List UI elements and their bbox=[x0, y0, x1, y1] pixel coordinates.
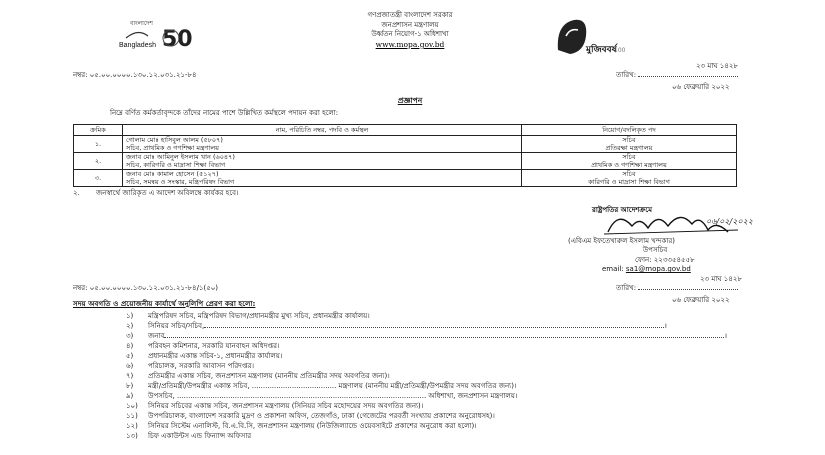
appointed-designation: সচিব bbox=[622, 170, 636, 178]
appointed-designation: সচিব bbox=[622, 136, 636, 144]
order-note-serial: ২. bbox=[73, 189, 80, 197]
posting-table bbox=[73, 124, 737, 187]
distribution-item: ১২) সিনিয়র সিস্টেম এনালিস্ট, বি.এ.বি.সি, জনপ্রশাসন মন্ত্রণালয় (নিউজিল্যান্ডে ওয়েবসাইটে প্রকাশের অনুরোধ করা হলো)। bbox=[126, 422, 477, 430]
signatory-email-row bbox=[602, 266, 691, 273]
signatory-phone: ফোন: ২২৩৩৫৪৫৫৮ bbox=[635, 256, 695, 264]
email-label: email: bbox=[602, 265, 624, 273]
distribution-heading: সদয় অবগতি ও প্রয়োজনীয় কার্যার্থে অনুলিপি প্রেরণ করা হলো: bbox=[73, 299, 256, 308]
distribution-item: ২) সিনিয়র সচিব/সচিব, । bbox=[126, 322, 667, 330]
header-appointed-post: নিয়োগ/বদলিকৃত পদ bbox=[522, 125, 737, 136]
svg-text:50: 50 bbox=[162, 27, 193, 52]
signature-date: ০৬/০২/২০২২ bbox=[706, 217, 754, 226]
table-row bbox=[74, 170, 737, 187]
copy-date-label: তারিখ: bbox=[616, 285, 738, 292]
right-logo-caption: মুজিববর্ষ bbox=[586, 45, 617, 55]
intro-text: নিম্নে বর্ণিত কর্মকর্তাবৃন্দকে তাঁদের নামের পাশে উল্লিখিত কর্মস্থলে পদায়ন করা হলো: bbox=[110, 109, 339, 117]
memo-date-english: ০৬ ফেব্রুয়ারি ২০২২ bbox=[672, 83, 730, 91]
signatory-designation: উপসচিব bbox=[642, 246, 668, 254]
appointed-office: প্রাথমিক ও গণশিক্ষা মন্ত্রণালয় bbox=[591, 160, 667, 169]
distribution-item: ৪) পরিবহন কমিশনার, সরকারি যানবাহন অধিদপ্তর। bbox=[126, 342, 280, 350]
memo-date-bangla: ২৩ মাঘ ১৪২৮ bbox=[696, 62, 738, 70]
distribution-item: ১০) সিনিয়র সচিবের একান্ত সচিব, জনপ্রশাসন মন্ত্রণালয় (সিনিয়র সচিব মহোদয়ের সদয় অবগতির জন্য)। bbox=[126, 402, 424, 410]
officer-name: জনাব মোঃ কামাল হোসেন (৫১২৭) bbox=[126, 170, 219, 178]
row-appointed-cell bbox=[522, 153, 737, 170]
signatory-name: (এবিএম ইফতেখারুল ইসলাম খন্দকার) bbox=[568, 237, 675, 245]
row-serial: ৩. bbox=[74, 170, 123, 187]
memo-number: নম্বর: ০৫.০০.০০০০.১৩০.১২.০৩১.২১-৮৪ bbox=[73, 71, 197, 79]
officer-current-post: সচিব, প্রাথমিক ও গণশিক্ষা মন্ত্রণালয় bbox=[126, 143, 220, 152]
copy-date-bangla: ২৩ মাঘ ১৪২৮ bbox=[700, 275, 742, 283]
distribution-item: ৫) প্রধানমন্ত্রীর একান্ত সচিব-১, প্রধানমন্ত্রীর কার্যালয়। bbox=[126, 352, 283, 360]
by-order-of-president: রাষ্ট্রপতির আদেশক্রমে bbox=[592, 206, 652, 214]
distribution-item: ৯) উপসচিব, ................................................................................................................ অধিশাখা, জনপ্রশাসন মন্ত্রণালয়। bbox=[126, 392, 518, 400]
copy-memo-number: নম্বর: ০৫.০০.০০০০.১৩০.১২.০৩১.২১-৮৪/১(৫০) bbox=[73, 284, 219, 292]
appointed-designation: সচিব bbox=[622, 153, 636, 161]
distribution-item: ১) মন্ত্রিপরিষদ সচিব, মন্ত্রিপরিষদ বিভাগ/প্রধানমন্ত্রীর মুখ্য সচিব, প্রধানমন্ত্রীর কার্যালয়। bbox=[126, 312, 370, 320]
copy-date-english: ০৬ ফেব্রুয়ারি ২০২২ bbox=[672, 296, 730, 304]
distribution-item: ৮) মন্ত্রী/প্রতিমন্ত্রী/উপমন্ত্রীর একান্ত সচিব, ...................................... মন্ত্রণালয় (মাননীয় মন্ত্রী/প্রতিমন্ত্রী/উপমন্ত্রীর সদয় অবগতির জন্য)। bbox=[126, 382, 517, 390]
notice-title: প্রজ্ঞাপন bbox=[397, 96, 423, 105]
row-name-cell bbox=[123, 153, 522, 170]
distribution-item: ৭) প্রতিমন্ত্রীর একান্ত সচিব, জনপ্রশাসন মন্ত্রণালয় (মাননীয় প্রতিমন্ত্রীর সদয় অবগতির জন্য)। bbox=[126, 372, 390, 380]
table-row bbox=[74, 136, 737, 153]
table-header-row bbox=[74, 125, 737, 136]
distribution-item: ৩) জনাব । bbox=[126, 332, 728, 340]
distribution-item: ৬) পরিচালক, সরকারি আবাসন পরিদপ্তর। bbox=[126, 362, 254, 370]
officer-current-post: সচিব, কারিগরি ও মাদ্রাসা শিক্ষা বিভাগ bbox=[126, 160, 226, 169]
row-name-cell bbox=[123, 170, 522, 187]
wing-name: উর্ধ্বতন নিয়োগ-১ অধিশাখা bbox=[371, 30, 449, 38]
order-note bbox=[73, 190, 239, 197]
signature-image bbox=[588, 202, 788, 240]
officer-name: গোলাম মোঃ হাসিবুল আলম (৫৮০৭) bbox=[126, 136, 223, 144]
header-name: নাম, পরিচিতি নম্বর, পদবি ও কর্মস্থল bbox=[123, 125, 522, 136]
row-appointed-cell bbox=[522, 170, 737, 187]
website-link[interactable]: www.mopa.gov.bd bbox=[375, 40, 445, 49]
svg-text:100: 100 bbox=[614, 47, 626, 54]
distribution-item: ১১) উপপরিচালক, বাংলাদেশ সরকারি মুদ্রণ ও প্রকাশনা অফিস, তেজগাঁও, ঢাকা (গেজেটের পরবর্তী সংখ্যায় প্রকাশের অনুরোধসহ)। bbox=[126, 412, 495, 420]
signatory-email[interactable]: sa1@mopa.gov.bd bbox=[625, 265, 691, 273]
govt-name: গণপ্রজাতন্ত্রী বাংলাদেশ সরকার bbox=[367, 11, 453, 19]
officer-name: জনাব মোঃ আমিনুল ইসলাম খান (৬০৪৭) bbox=[126, 153, 235, 161]
officer-current-post: সচিব, সমন্বয় ও সংস্কার, মন্ত্রিপরিষদ বিভাগ bbox=[126, 177, 235, 186]
appointed-office: প্রতিরক্ষা মন্ত্রণালয় bbox=[605, 143, 653, 152]
table-row bbox=[74, 153, 737, 170]
header-serial: ক্রমিক bbox=[74, 125, 123, 136]
left-logo-caption: Bangladesh bbox=[119, 42, 156, 49]
bangladesh-50-logo bbox=[118, 16, 193, 56]
mujib-borsho-logo bbox=[552, 14, 630, 62]
appointed-office: কারিগরি ও মাদ্রাসা শিক্ষা বিভাগ bbox=[588, 177, 670, 186]
ministry-name: জনপ্রশাসন মন্ত্রণালয় bbox=[381, 21, 439, 29]
order-note-text: জনস্বার্থে জারিকৃত এ আদেশ অবিলম্বে কার্যকর হবে। bbox=[96, 189, 239, 197]
row-appointed-cell bbox=[522, 136, 737, 153]
distribution-item: ১৩) চিফ একাউন্টস এন্ড ফিন্যান্স অফিসার bbox=[126, 432, 252, 440]
memo-date-label: তারিখ: bbox=[616, 72, 738, 79]
row-name-cell bbox=[123, 136, 522, 153]
row-serial: ১. bbox=[74, 136, 123, 153]
row-serial: ২. bbox=[74, 153, 123, 170]
svg-text:বাংলাদেশ: বাংলাদেশ bbox=[130, 20, 153, 27]
